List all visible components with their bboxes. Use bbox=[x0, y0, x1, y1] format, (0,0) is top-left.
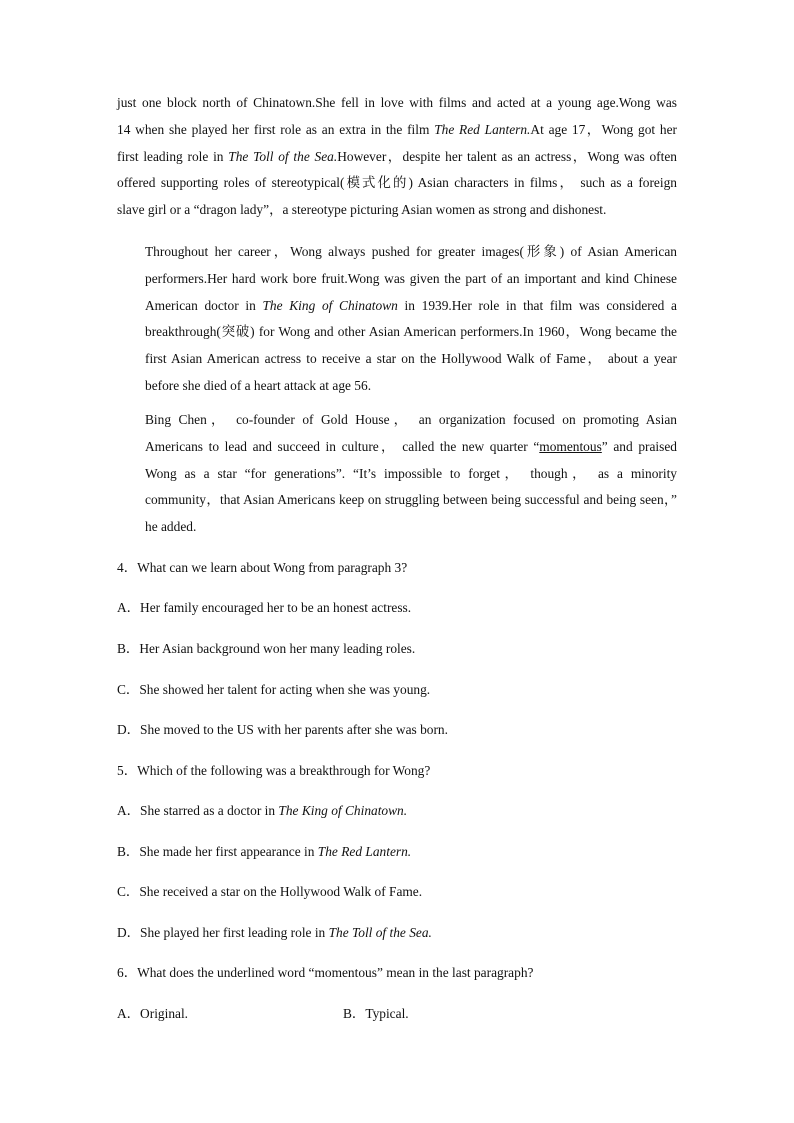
text-run: B．She made her first appearance in bbox=[117, 844, 318, 859]
text-run: D．She moved to the US with her parents after she was born. bbox=[117, 722, 448, 737]
question-6-option-a bbox=[117, 1005, 188, 1023]
paragraph-line bbox=[117, 487, 677, 514]
question-6-option-b bbox=[343, 1005, 409, 1023]
question-5-option-b bbox=[117, 843, 411, 861]
text-run: B．Her Asian background won her many leading roles. bbox=[117, 641, 416, 656]
question-4-option-c bbox=[117, 681, 430, 699]
text-run: Wong as a star “for generations”. “It’s impossible to forget， though， as a minority bbox=[145, 465, 677, 481]
text-run: ” and praised bbox=[601, 438, 677, 454]
text-run: American doctor in bbox=[145, 297, 263, 313]
paragraph-line bbox=[117, 170, 677, 197]
paragraph-line bbox=[117, 407, 677, 434]
italic-title: The Toll of the Sea. bbox=[328, 925, 432, 940]
paragraph-2 bbox=[117, 239, 677, 400]
paragraph-line bbox=[117, 461, 677, 488]
paragraph-line bbox=[117, 319, 677, 346]
question-5-stem: 5．Which of the following was a breakthrough for Wong? bbox=[117, 763, 431, 778]
text-run: Bing Chen， co-founder of Gold House， an organization focused on promoting Asian bbox=[145, 412, 677, 427]
text-run: However，despite her talent as an actress，Wong was often bbox=[337, 148, 678, 164]
text-run: C．She showed her talent for acting when she was young. bbox=[117, 682, 431, 697]
question-4-option-b bbox=[117, 640, 415, 658]
paragraph-line bbox=[117, 434, 677, 461]
italic-title: The Toll of the Sea. bbox=[228, 148, 338, 164]
text-run: community，that Asian Americans keep on struggling between being successful and being seen，” bbox=[145, 492, 677, 508]
text-run: At age 17，Wong got her bbox=[530, 121, 677, 137]
text-run: first leading role in bbox=[117, 148, 229, 164]
text-run: he added. bbox=[145, 519, 197, 535]
text-run: A．She starred as a doctor in bbox=[117, 803, 279, 818]
text-run: D．She played her first leading role in bbox=[117, 925, 329, 940]
text-run: Americans to lead and succeed in culture， called the new quarter “ bbox=[145, 438, 540, 454]
paragraph-line bbox=[117, 197, 677, 224]
question-5-option-c bbox=[117, 883, 422, 901]
question-4-option-d bbox=[117, 721, 448, 739]
text-run: first Asian American actress to receive a star on the Hollywood Walk of Fame， about a year bbox=[145, 351, 677, 367]
question-5-option-d bbox=[117, 924, 432, 942]
text-run: performers.Her hard work bore fruit.Wong was given the part of an important and kind Chinese bbox=[145, 270, 677, 286]
italic-title: The Red Lantern. bbox=[434, 121, 531, 137]
text-run: in 1939.Her role in that film was considered a bbox=[397, 297, 677, 313]
question-4-option-a bbox=[117, 599, 411, 617]
paragraph-line bbox=[117, 266, 677, 293]
paragraph-line bbox=[117, 117, 677, 144]
underlined-word: momentous bbox=[539, 438, 602, 454]
paragraph-line bbox=[117, 90, 677, 117]
paragraph-line bbox=[117, 346, 677, 373]
paragraph-line bbox=[117, 293, 677, 320]
question-5-option-a bbox=[117, 802, 407, 820]
italic-title: The King of Chinatown bbox=[262, 297, 398, 313]
paragraph-line bbox=[117, 239, 677, 266]
text-run: B．Typical. bbox=[343, 1006, 409, 1021]
text-run: C．She received a star on the Hollywood Walk of Fame. bbox=[117, 884, 423, 899]
question-6-stem: 6．What does the underlined word “momentous” mean in the last paragraph? bbox=[117, 965, 534, 980]
paragraph-line bbox=[117, 373, 677, 400]
paragraph-line bbox=[117, 144, 677, 171]
italic-title: The King of Chinatown. bbox=[278, 803, 408, 818]
text-run: A．Original. bbox=[117, 1006, 189, 1021]
text-run: offered supporting roles of stereotypical(模式化的) Asian characters in films， such as a foreign bbox=[117, 175, 677, 191]
paragraph-3 bbox=[117, 407, 677, 541]
paragraph-line bbox=[117, 514, 677, 541]
text-run: just one block north of Chinatown.She fell in love with films and acted at a young age.Wong was bbox=[117, 95, 677, 110]
text-run: slave girl or a “dragon lady”，a stereotype picturing Asian women as strong and dishonest. bbox=[117, 202, 607, 218]
text-run: Throughout her career，Wong always pushed for greater images(形象) of Asian American bbox=[145, 244, 677, 259]
text-run: A．Her family encouraged her to be an honest actress. bbox=[117, 600, 412, 615]
text-run: 14 when she played her first role as an extra in the film bbox=[117, 121, 435, 137]
text-run: before she died of a heart attack at age 56. bbox=[145, 377, 372, 393]
question-4-stem: 4．What can we learn about Wong from paragraph 3? bbox=[117, 560, 408, 575]
text-run: breakthrough(突破) for Wong and other Asian American performers.In 1960，Wong became the bbox=[145, 324, 677, 340]
italic-title: The Red Lantern. bbox=[317, 844, 412, 859]
paragraph-1 bbox=[117, 90, 677, 224]
